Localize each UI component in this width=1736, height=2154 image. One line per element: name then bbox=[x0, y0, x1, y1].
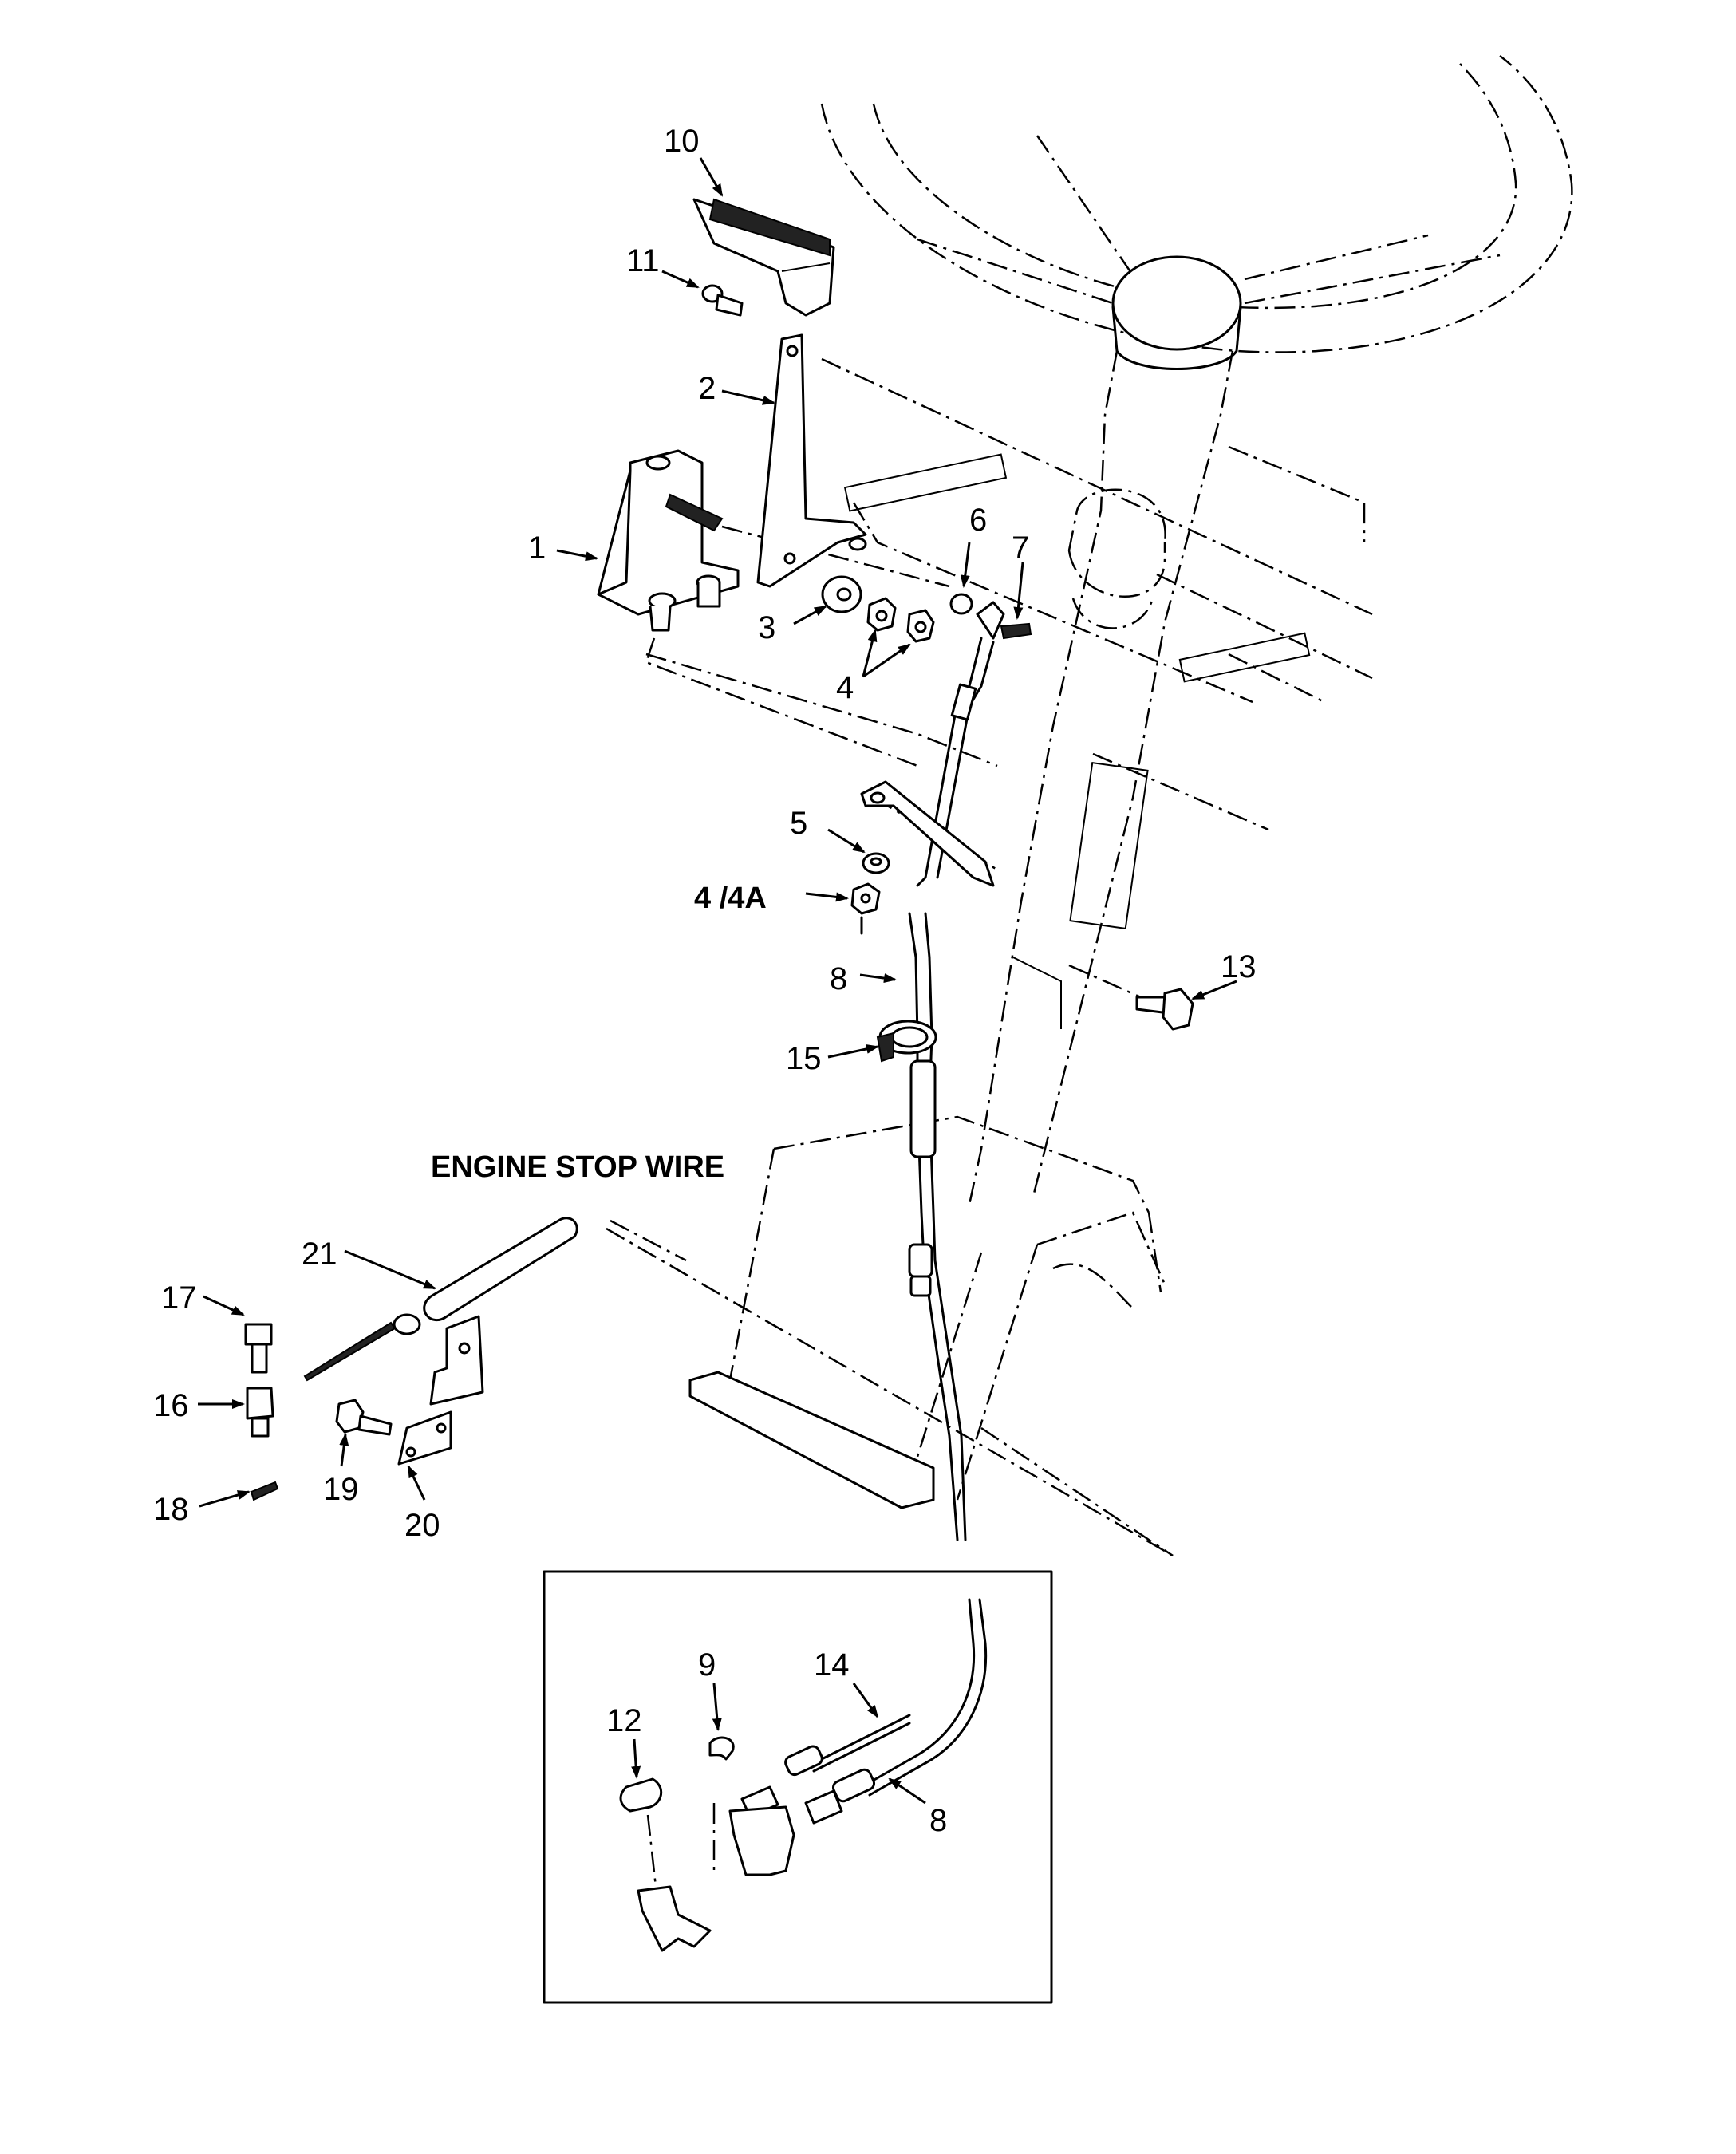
callouts bbox=[153, 124, 1257, 1838]
callout-12: 12 bbox=[606, 1703, 642, 1738]
throttle-lever bbox=[758, 335, 866, 586]
callout-13: 13 bbox=[1221, 949, 1257, 984]
callout-4-4a: 4 /4A bbox=[694, 882, 767, 915]
callout-6: 6 bbox=[969, 503, 988, 538]
callout-11: 11 bbox=[626, 243, 660, 278]
callout-16: 16 bbox=[153, 1388, 189, 1423]
cable-clip bbox=[878, 1021, 936, 1061]
callout-8-main: 8 bbox=[830, 961, 848, 996]
callout-9: 9 bbox=[698, 1647, 716, 1683]
callout-4-upper: 4 bbox=[836, 670, 854, 705]
callout-3: 3 bbox=[758, 610, 776, 645]
steering-column bbox=[969, 351, 1233, 1205]
callout-2: 2 bbox=[698, 371, 716, 406]
callout-5: 5 bbox=[790, 806, 808, 841]
callout-17: 17 bbox=[161, 1280, 197, 1316]
callout-8-inset: 8 bbox=[929, 1803, 948, 1838]
lower-nut bbox=[852, 854, 889, 933]
throttle-rod bbox=[862, 638, 993, 886]
callout-10: 10 bbox=[664, 124, 700, 159]
pedal-bolt bbox=[703, 286, 742, 315]
throttle-cable bbox=[909, 913, 965, 1540]
callout-19: 19 bbox=[323, 1472, 359, 1507]
callout-15: 15 bbox=[786, 1041, 822, 1076]
steering-hub bbox=[1113, 257, 1241, 349]
engine-stop-wire-heading: ENGINE STOP WIRE bbox=[431, 1150, 725, 1184]
detail-inset bbox=[544, 1572, 1051, 2002]
callout-14: 14 bbox=[814, 1647, 850, 1683]
callout-18: 18 bbox=[153, 1492, 189, 1527]
steering-wheel bbox=[822, 56, 1572, 369]
washer-and-nuts bbox=[823, 577, 933, 641]
callout-1: 1 bbox=[528, 531, 546, 566]
callout-7: 7 bbox=[1012, 531, 1030, 566]
leader-arrows bbox=[198, 158, 1237, 1803]
steering-pedestal bbox=[690, 1117, 1165, 1508]
callout-20: 20 bbox=[404, 1508, 440, 1543]
callout-21: 21 bbox=[302, 1237, 337, 1272]
